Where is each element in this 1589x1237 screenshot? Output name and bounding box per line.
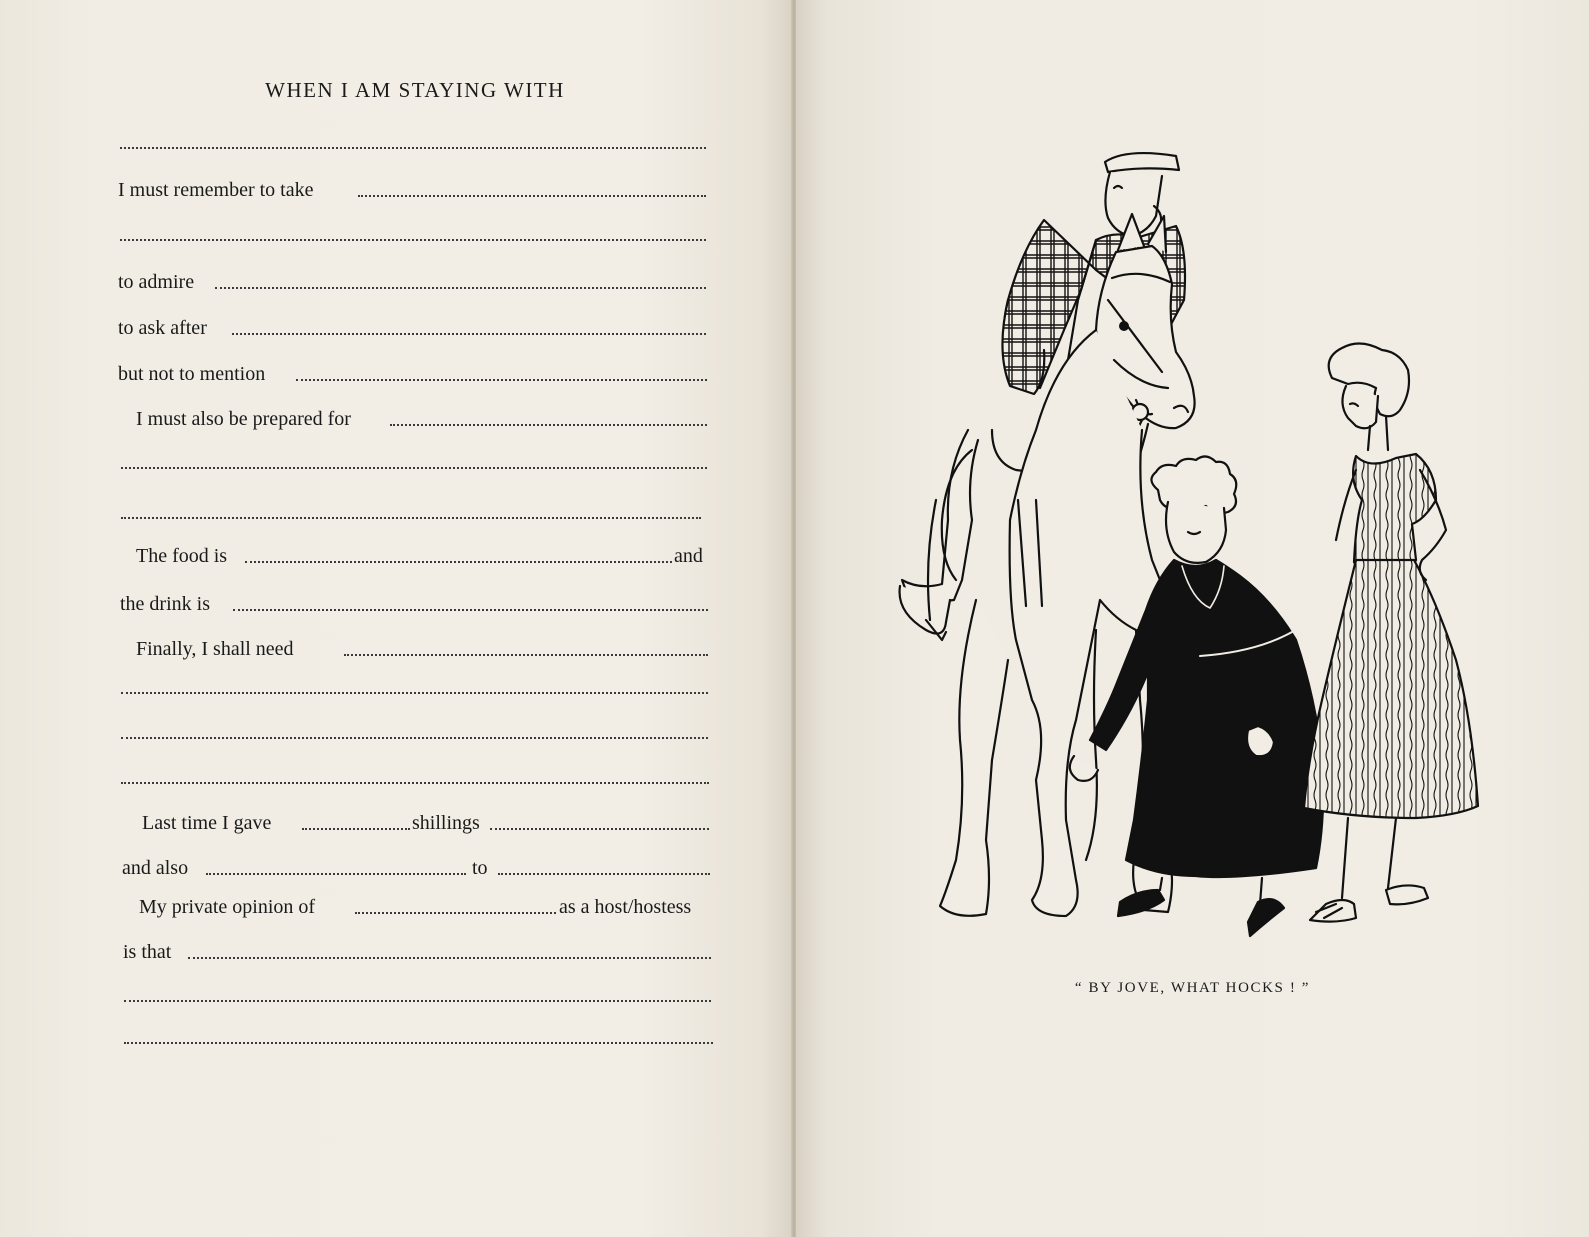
dotted-rule [120, 147, 706, 149]
dotted-rule [232, 333, 706, 335]
prompt-text: is that [123, 941, 172, 963]
young-woman-figure [1304, 343, 1478, 921]
form-line-drink[interactable] [0, 592, 793, 622]
form-line-opinion[interactable] [0, 895, 793, 925]
prompt-text: to admire [118, 271, 195, 293]
prompt-text: and also [122, 857, 189, 879]
prompt-text: as a host/hostess [559, 896, 692, 918]
form-line-blank[interactable] [0, 720, 793, 750]
form-line-not-mention[interactable] [0, 362, 793, 392]
form-line-prepared[interactable] [0, 407, 793, 437]
form-line-blank[interactable] [0, 765, 793, 795]
form-line-blank[interactable] [0, 1025, 793, 1055]
dotted-rule [121, 782, 709, 784]
dotted-rule [302, 828, 410, 830]
form-line-take[interactable] [0, 178, 793, 208]
dotted-rule [344, 654, 708, 656]
left-page [0, 0, 793, 1237]
cartoon-illustration [796, 0, 1589, 1237]
dotted-rule [296, 379, 707, 381]
prompt-text: I must remember to take [118, 179, 314, 201]
dotted-rule [120, 239, 706, 241]
prompt-text: to ask after [118, 317, 207, 339]
prompt-text: the drink is [120, 593, 210, 615]
dotted-rule [245, 561, 672, 563]
form-line-and-also[interactable] [0, 856, 793, 886]
caption-text: “ BY JOVE, WHAT HOCKS ! ” [1074, 980, 1311, 996]
form-line-finally[interactable] [0, 637, 793, 667]
form-line-blank[interactable] [0, 675, 793, 705]
dotted-rule [206, 873, 466, 875]
dotted-rule [121, 692, 708, 694]
form-line-last-time[interactable] [0, 811, 793, 841]
dotted-rule [121, 517, 701, 519]
form-line-admire[interactable] [0, 270, 793, 300]
dotted-rule [124, 1042, 713, 1044]
prompt-text: The food is [136, 545, 228, 567]
prompt-text: Last time I gave [142, 812, 272, 834]
dotted-rule [121, 467, 707, 469]
form-line-blank[interactable] [0, 130, 793, 160]
dotted-rule [390, 424, 707, 426]
illustration-caption [796, 980, 1589, 997]
dotted-rule [124, 1000, 711, 1002]
dotted-rule [490, 828, 709, 830]
form-line-ask-after[interactable] [0, 316, 793, 346]
dotted-rule [121, 737, 708, 739]
dotted-rule [233, 609, 708, 611]
dotted-rule [355, 912, 556, 914]
form-line-is-that[interactable] [0, 940, 793, 970]
form-line-blank[interactable] [0, 500, 793, 530]
prompt-text: I must also be prepared for [136, 408, 351, 430]
dotted-rule [215, 287, 706, 289]
prompt-text: My private opinion of [139, 896, 316, 918]
page-heading: WHEN I AM STAYING WITH [265, 78, 565, 102]
prompt-text: but not to mention [118, 363, 266, 385]
right-page [796, 0, 1589, 1237]
prompt-text: shillings [412, 812, 480, 834]
prompt-text: to [472, 857, 488, 879]
dotted-rule [358, 195, 706, 197]
prompt-text: and [674, 545, 703, 567]
form-line-blank[interactable] [0, 983, 793, 1013]
dotted-rule [188, 957, 711, 959]
form-line-food[interactable] [0, 544, 793, 574]
form-line-blank[interactable] [0, 222, 793, 252]
form-line-blank[interactable] [0, 450, 793, 480]
prompt-text: Finally, I shall need [136, 638, 294, 660]
dotted-rule [498, 873, 710, 875]
